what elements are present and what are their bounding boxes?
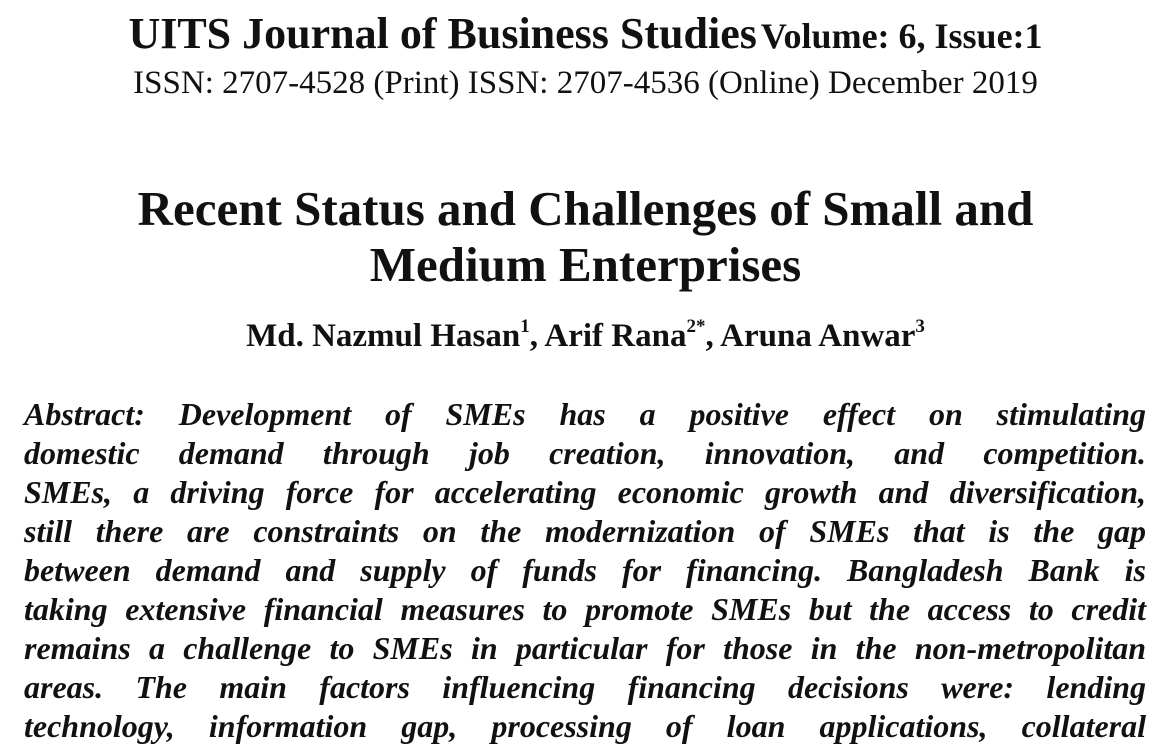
abstract-line: still there are constraints on the modernization of SMEs that is the gap xyxy=(24,513,1146,549)
abstract-line: domestic demand through job creation, innovation, and competition. xyxy=(24,435,1146,471)
abstract-line: SMEs, a driving force for accelerating economic growth and diversification, xyxy=(24,474,1146,510)
abstract-line: areas. The main factors influencing financing decisions were: lending xyxy=(24,669,1146,705)
abstract-line: technology, information gap, processing of loan applications, collateral xyxy=(24,708,1146,744)
author-name: Md. Nazmul Hasan xyxy=(246,318,521,354)
abstract xyxy=(24,395,1146,746)
journal-name: UITS Journal of Business Studies xyxy=(128,9,757,58)
author-name: Arif Rana xyxy=(544,318,687,354)
author-affiliation-mark: 3 xyxy=(915,316,925,337)
journal-title-line xyxy=(0,10,1171,58)
issn-line: ISSN: 2707-4528 (Print) ISSN: 2707-4536 (Online) December 2019 xyxy=(133,65,1038,102)
abstract-line: taking extensive financial measures to promote SMEs but the access to credit xyxy=(24,591,1146,627)
author-affiliation-mark: 1 xyxy=(520,316,530,337)
paper-title xyxy=(0,181,1171,293)
author-separator: , xyxy=(705,318,721,354)
author-separator: , xyxy=(529,318,545,354)
abstract-line: Abstract: Development of SMEs has a positive effect on stimulating xyxy=(24,396,1146,432)
author-affiliation-mark: 2* xyxy=(686,316,706,337)
abstract-line: remains a challenge to SMEs in particular for those in the non-metropolitan xyxy=(24,630,1146,666)
journal-header xyxy=(0,10,1171,104)
author-name: Aruna Anwar xyxy=(720,318,916,354)
abstract-line: between demand and supply of funds for financing. Bangladesh Bank is xyxy=(24,552,1146,588)
author-list xyxy=(0,318,1171,355)
title-line: Medium Enterprises xyxy=(369,237,802,292)
title-line: Recent Status and Challenges of Small and xyxy=(137,181,1034,236)
volume-issue: Volume: 6, Issue:1 xyxy=(760,16,1043,56)
